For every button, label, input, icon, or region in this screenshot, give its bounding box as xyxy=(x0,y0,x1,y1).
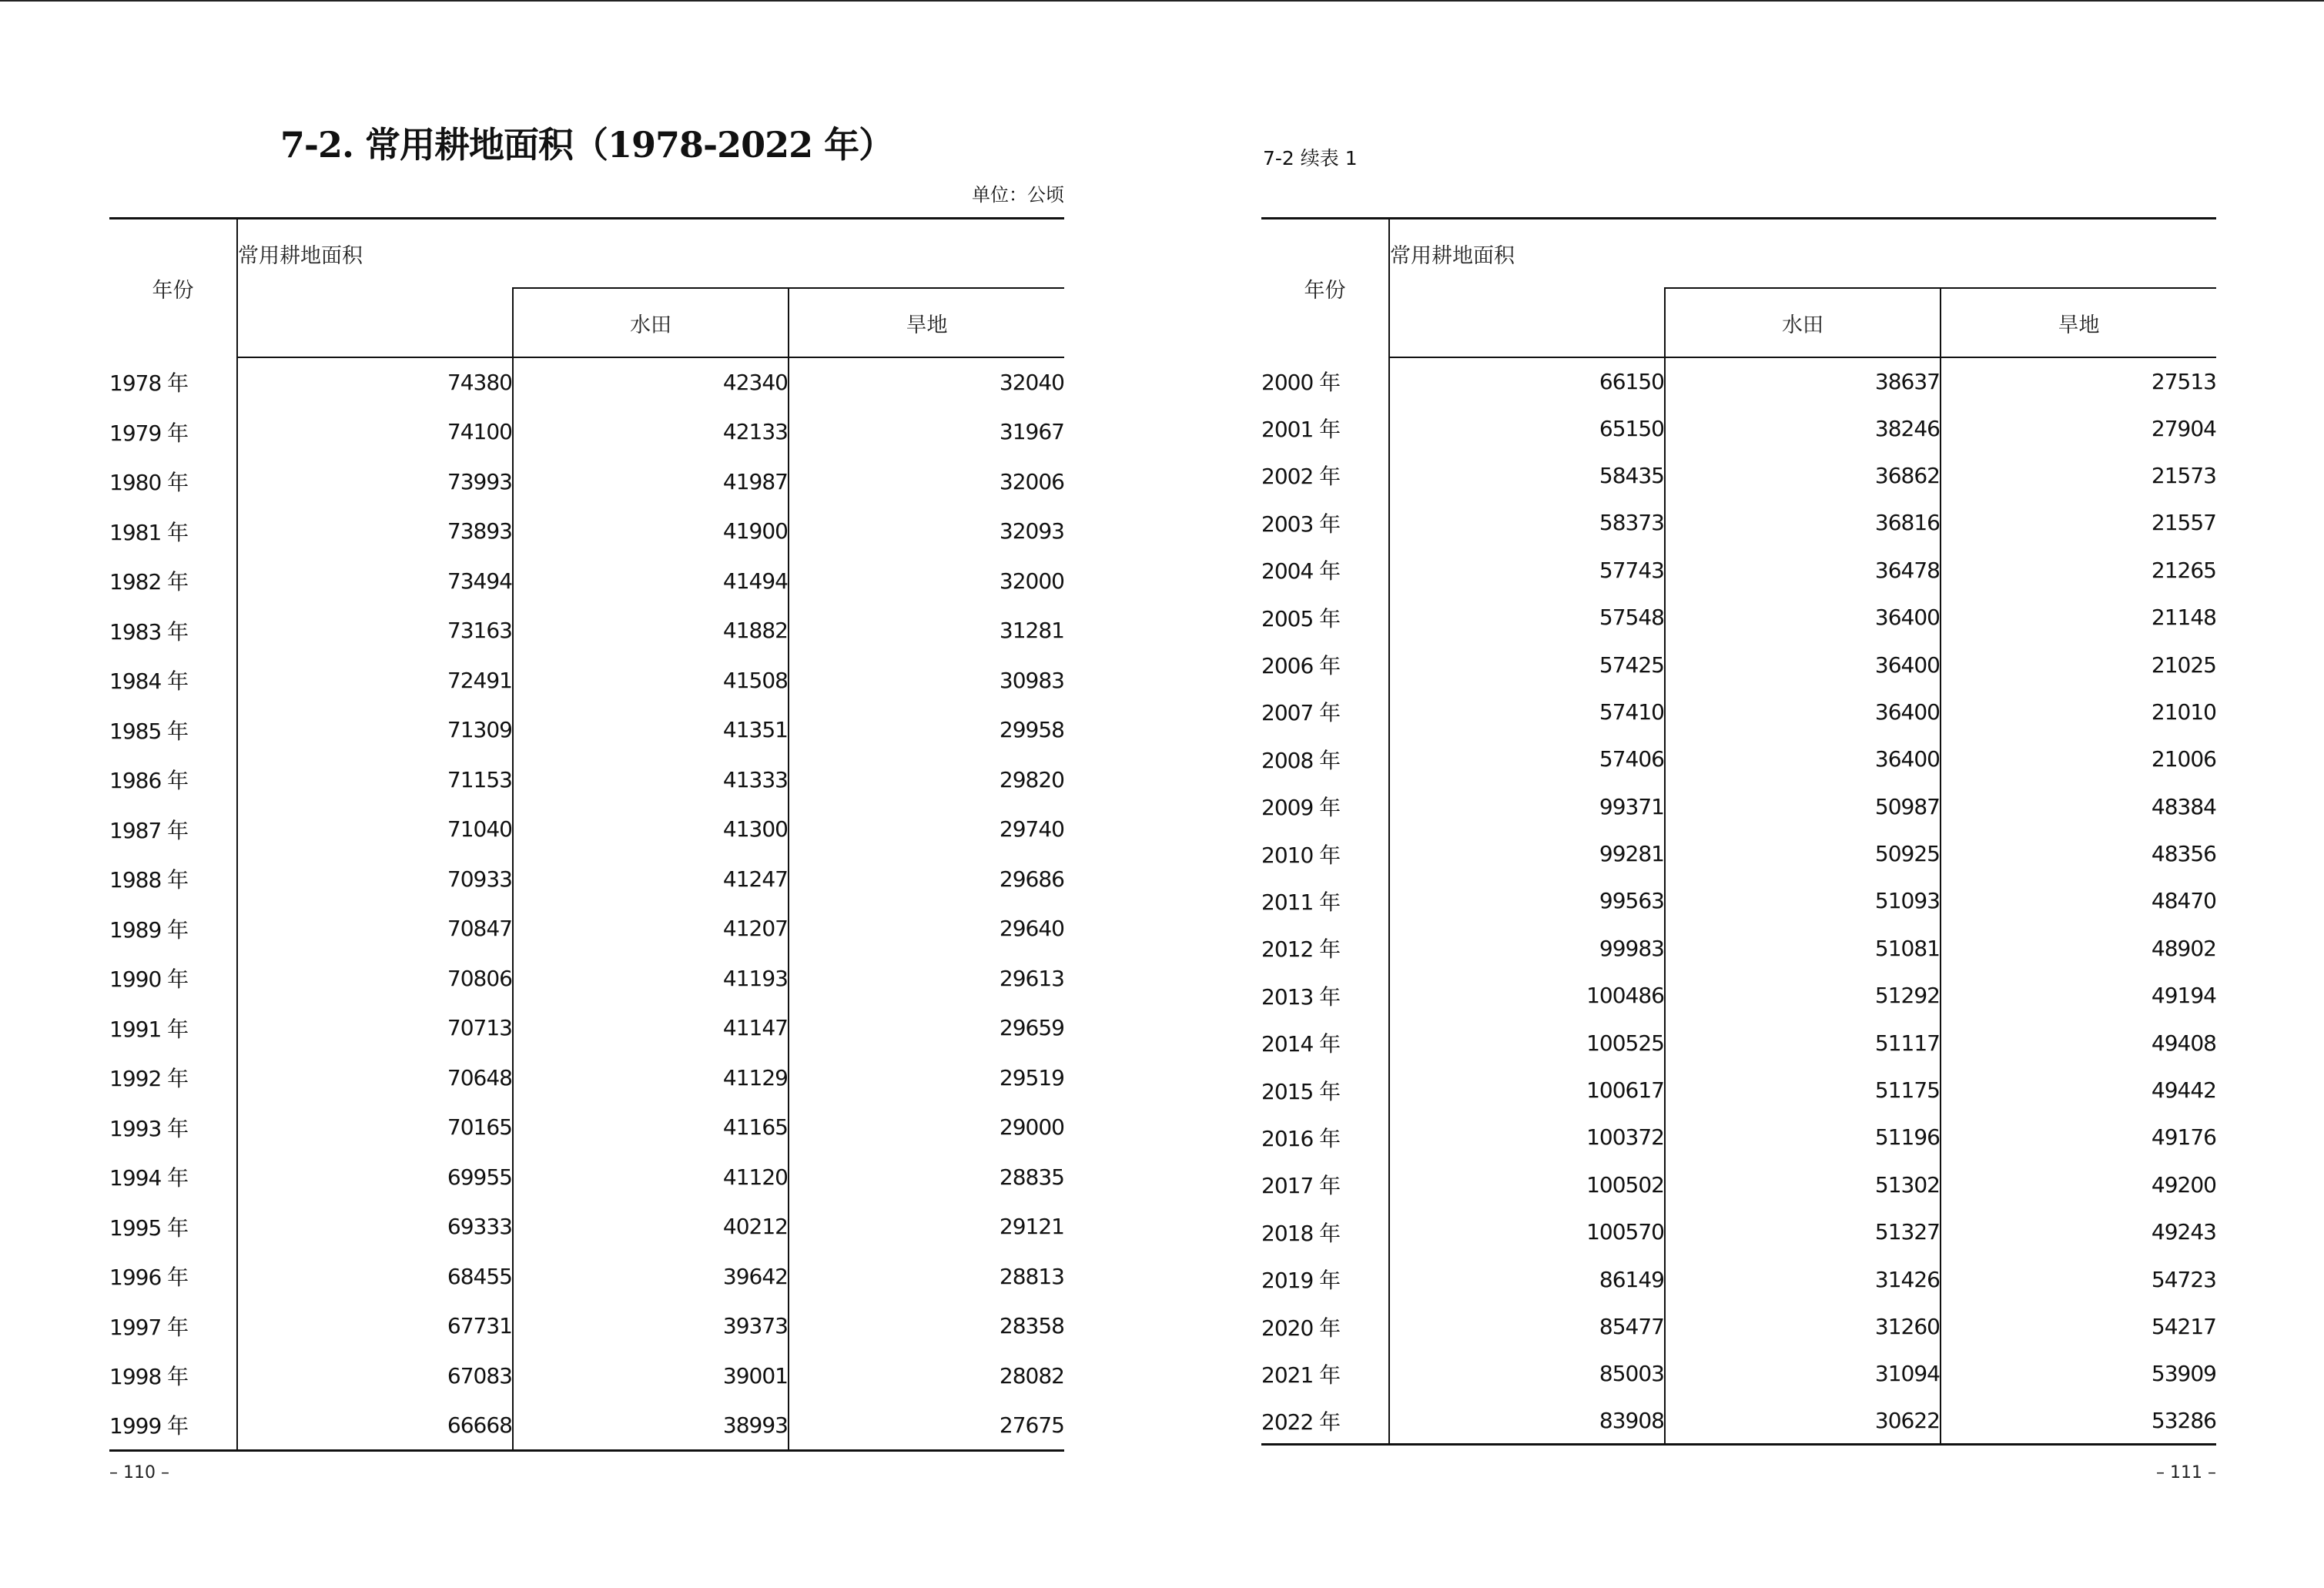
year-cell: 1997 年 xyxy=(109,1302,237,1352)
table-row xyxy=(1261,1019,2216,1066)
year-cell: 2006 年 xyxy=(1261,641,1389,688)
paddy-field-cell: 41147 xyxy=(513,1003,789,1054)
paddy-field-cell: 51081 xyxy=(1665,925,1941,972)
dry-land-cell: 49442 xyxy=(2151,1077,2216,1104)
header-year: 年份 xyxy=(1261,219,1389,358)
dry-land-cell: 21557 xyxy=(2151,510,2216,536)
dry-land-cell: 29000 xyxy=(999,1114,1064,1141)
paddy-field-cell: 51175 xyxy=(1665,1067,1941,1114)
header-subgroup-spacer xyxy=(1665,219,2216,289)
year-cell: 2016 年 xyxy=(1261,1114,1389,1161)
table-row xyxy=(1261,1161,2216,1208)
table-row xyxy=(1261,1398,2216,1445)
paddy-field-cell: 41882 xyxy=(513,606,789,656)
paddy-field-cell: 38637 xyxy=(1665,357,1941,404)
total-area-cell: 69955 xyxy=(237,1152,513,1202)
dry-land-cell: 21573 xyxy=(2151,462,2216,488)
total-area-cell: 67083 xyxy=(237,1351,513,1401)
dry-land-cell: 28082 xyxy=(999,1362,1064,1389)
year-cell: 2019 年 xyxy=(1261,1255,1389,1302)
paddy-field-cell: 36400 xyxy=(1665,641,1941,688)
total-area-cell: 58435 xyxy=(1389,452,1665,499)
year-cell: 1982 年 xyxy=(109,556,237,606)
table-row xyxy=(109,1351,1064,1401)
year-cell: 2013 年 xyxy=(1261,972,1389,1019)
dry-land-cell: 48902 xyxy=(2151,935,2216,961)
header-paddy-field: 水田 xyxy=(513,288,789,357)
total-area-cell: 73993 xyxy=(237,457,513,507)
dry-land-cell: 21010 xyxy=(2151,699,2216,725)
paddy-field-cell: 50987 xyxy=(1665,783,1941,830)
header-paddy-field: 水田 xyxy=(1665,288,1941,357)
paddy-field-cell: 42340 xyxy=(513,357,789,407)
year-cell: 1995 年 xyxy=(109,1202,237,1252)
total-area-cell: 100525 xyxy=(1389,1019,1665,1066)
total-area-cell: 70648 xyxy=(237,1053,513,1103)
year-cell: 1996 年 xyxy=(109,1251,237,1302)
table-row xyxy=(109,1103,1064,1153)
year-cell: 1989 年 xyxy=(109,904,237,954)
paddy-field-cell: 39001 xyxy=(513,1351,789,1401)
paddy-field-cell: 36478 xyxy=(1665,547,1941,594)
total-area-cell: 99563 xyxy=(1389,877,1665,924)
year-cell: 2012 年 xyxy=(1261,925,1389,972)
dry-land-cell: 29958 xyxy=(999,717,1064,743)
paddy-field-cell: 41300 xyxy=(513,805,789,855)
paddy-field-cell: 39373 xyxy=(513,1302,789,1352)
dry-land-cell: 49408 xyxy=(2151,1030,2216,1056)
paddy-field-cell: 50925 xyxy=(1665,830,1941,877)
year-cell: 2004 年 xyxy=(1261,547,1389,594)
paddy-field-cell: 51302 xyxy=(1665,1161,1941,1208)
table-row xyxy=(1261,1303,2216,1350)
continuation-label: 7-2 续表 1 xyxy=(1263,147,1358,169)
table-row xyxy=(109,655,1064,705)
dry-land-cell: 32006 xyxy=(999,468,1064,494)
year-cell: 2011 年 xyxy=(1261,877,1389,924)
total-area-cell: 70165 xyxy=(237,1103,513,1153)
year-cell: 2008 年 xyxy=(1261,735,1389,782)
dry-land-cell: 27675 xyxy=(999,1412,1064,1438)
table-row xyxy=(109,606,1064,656)
total-area-cell: 70713 xyxy=(237,1003,513,1054)
dry-land-cell: 53286 xyxy=(2151,1408,2216,1434)
year-cell: 1993 年 xyxy=(109,1103,237,1153)
total-area-cell: 69333 xyxy=(237,1202,513,1252)
table-row xyxy=(1261,547,2216,594)
year-cell: 1988 年 xyxy=(109,854,237,904)
header-total-spacer xyxy=(237,288,513,357)
total-area-cell: 71040 xyxy=(237,805,513,855)
paddy-field-cell: 30622 xyxy=(1665,1398,1941,1445)
paddy-field-cell: 51196 xyxy=(1665,1114,1941,1161)
dry-land-cell: 29121 xyxy=(999,1214,1064,1240)
year-cell: 2018 年 xyxy=(1261,1208,1389,1255)
paddy-field-cell: 41351 xyxy=(513,705,789,755)
paddy-field-cell: 39642 xyxy=(513,1251,789,1302)
paddy-field-cell: 51327 xyxy=(1665,1208,1941,1255)
table-body xyxy=(109,357,1064,1450)
year-cell: 1986 年 xyxy=(109,755,237,805)
dry-land-cell: 29686 xyxy=(999,866,1064,892)
paddy-field-cell: 41900 xyxy=(513,507,789,557)
dry-land-cell: 31967 xyxy=(999,419,1064,445)
table-row xyxy=(109,1302,1064,1352)
farmland-area-table-2000-2022 xyxy=(1261,217,2216,1446)
table-row xyxy=(1261,877,2216,924)
total-area-cell: 99281 xyxy=(1389,830,1665,877)
dry-land-cell: 28813 xyxy=(999,1263,1064,1289)
total-area-cell: 57743 xyxy=(1389,547,1665,594)
page-number: – 111 – xyxy=(2156,1463,2216,1482)
year-cell: 2021 年 xyxy=(1261,1350,1389,1397)
year-cell: 1985 年 xyxy=(109,705,237,755)
total-area-cell: 57425 xyxy=(1389,641,1665,688)
total-area-cell: 73494 xyxy=(237,556,513,606)
total-area-cell: 70806 xyxy=(237,953,513,1003)
dry-land-cell: 21025 xyxy=(2151,652,2216,678)
paddy-field-cell: 36400 xyxy=(1665,688,1941,735)
table-row xyxy=(1261,735,2216,782)
dry-land-cell: 29740 xyxy=(999,816,1064,843)
paddy-field-cell: 38246 xyxy=(1665,404,1941,451)
table-row xyxy=(109,407,1064,457)
table-row xyxy=(1261,641,2216,688)
year-cell: 1978 年 xyxy=(109,357,237,407)
table-row xyxy=(1261,1067,2216,1114)
table-row xyxy=(109,705,1064,755)
header-year: 年份 xyxy=(109,219,237,358)
table-row xyxy=(1261,688,2216,735)
year-cell: 1984 年 xyxy=(109,655,237,705)
total-area-cell: 57410 xyxy=(1389,688,1665,735)
year-cell: 1992 年 xyxy=(109,1053,237,1103)
paddy-field-cell: 41193 xyxy=(513,953,789,1003)
year-cell: 2007 年 xyxy=(1261,688,1389,735)
header-total-area: 常用耕地面积 xyxy=(238,244,363,268)
page-title: 7-2. 常用耕地面积（1978-2022 年） xyxy=(280,124,894,166)
table-row xyxy=(1261,1255,2216,1302)
total-area-cell: 99983 xyxy=(1389,925,1665,972)
total-area-cell: 70933 xyxy=(237,854,513,904)
dry-land-cell: 48384 xyxy=(2151,793,2216,819)
table-row xyxy=(109,805,1064,855)
year-cell: 2020 年 xyxy=(1261,1303,1389,1350)
dry-land-cell: 32093 xyxy=(999,518,1064,544)
total-area-cell: 58373 xyxy=(1389,499,1665,546)
total-area-cell: 66668 xyxy=(237,1401,513,1451)
year-cell: 2010 年 xyxy=(1261,830,1389,877)
year-cell: 1998 年 xyxy=(109,1351,237,1401)
dry-land-cell: 29519 xyxy=(999,1064,1064,1090)
dry-land-cell: 32000 xyxy=(999,568,1064,594)
right-page xyxy=(1261,0,2216,1588)
paddy-field-cell: 31094 xyxy=(1665,1350,1941,1397)
table-row xyxy=(1261,783,2216,830)
table-row xyxy=(1261,594,2216,641)
paddy-field-cell: 51093 xyxy=(1665,877,1941,924)
total-area-cell: 72491 xyxy=(237,655,513,705)
farmland-area-table-1978-1999 xyxy=(109,217,1064,1452)
year-cell: 1991 年 xyxy=(109,1003,237,1054)
page-number: – 110 – xyxy=(109,1463,169,1482)
year-cell: 2022 年 xyxy=(1261,1398,1389,1445)
dry-land-cell: 21006 xyxy=(2151,746,2216,772)
total-area-cell: 83908 xyxy=(1389,1398,1665,1445)
year-cell: 1980 年 xyxy=(109,457,237,507)
year-cell: 2014 年 xyxy=(1261,1019,1389,1066)
total-area-cell: 100617 xyxy=(1389,1067,1665,1114)
dry-land-cell: 49243 xyxy=(2151,1219,2216,1245)
year-cell: 1999 年 xyxy=(109,1401,237,1451)
header-dry-land: 旱地 xyxy=(789,288,1064,357)
year-cell: 1994 年 xyxy=(109,1152,237,1202)
paddy-field-cell: 41120 xyxy=(513,1152,789,1202)
dry-land-cell: 54723 xyxy=(2151,1266,2216,1292)
dry-land-cell: 49200 xyxy=(2151,1171,2216,1198)
year-cell: 2002 年 xyxy=(1261,452,1389,499)
header-total-spacer xyxy=(1389,288,1665,357)
dry-land-cell: 54217 xyxy=(2151,1314,2216,1339)
year-cell: 2000 年 xyxy=(1261,357,1389,404)
total-area-cell: 73163 xyxy=(237,606,513,656)
dry-land-cell: 27904 xyxy=(2151,415,2216,441)
total-area-cell: 65150 xyxy=(1389,404,1665,451)
total-area-cell: 100570 xyxy=(1389,1208,1665,1255)
paddy-field-cell: 31426 xyxy=(1665,1255,1941,1302)
paddy-field-cell: 36862 xyxy=(1665,452,1941,499)
year-cell: 2003 年 xyxy=(1261,499,1389,546)
total-area-cell: 100372 xyxy=(1389,1114,1665,1161)
paddy-field-cell: 51117 xyxy=(1665,1019,1941,1066)
table-body xyxy=(1261,357,2216,1445)
table-row xyxy=(1261,830,2216,877)
paddy-field-cell: 40212 xyxy=(513,1202,789,1252)
total-area-cell: 68455 xyxy=(237,1251,513,1302)
total-area-cell: 67731 xyxy=(237,1302,513,1352)
dry-land-cell: 53909 xyxy=(2151,1361,2216,1387)
dry-land-cell: 49176 xyxy=(2151,1124,2216,1151)
table-row xyxy=(109,904,1064,954)
total-area-cell: 70847 xyxy=(237,904,513,954)
dry-land-cell: 29613 xyxy=(999,965,1064,991)
table-row xyxy=(109,507,1064,557)
paddy-field-cell: 51292 xyxy=(1665,972,1941,1019)
table-row xyxy=(109,1152,1064,1202)
paddy-field-cell: 36816 xyxy=(1665,499,1941,546)
total-area-cell: 86149 xyxy=(1389,1255,1665,1302)
table-row xyxy=(1261,404,2216,451)
table-row xyxy=(109,755,1064,805)
year-cell: 2017 年 xyxy=(1261,1161,1389,1208)
year-cell: 2005 年 xyxy=(1261,594,1389,641)
year-cell: 2001 年 xyxy=(1261,404,1389,451)
total-area-cell: 85477 xyxy=(1389,1303,1665,1350)
total-area-cell: 57548 xyxy=(1389,594,1665,641)
paddy-field-cell: 42133 xyxy=(513,407,789,457)
year-cell: 1983 年 xyxy=(109,606,237,656)
table-row xyxy=(109,357,1064,407)
table-row xyxy=(109,1251,1064,1302)
table-row xyxy=(109,1401,1064,1451)
dry-land-cell: 29640 xyxy=(999,916,1064,942)
total-area-cell: 100502 xyxy=(1389,1161,1665,1208)
dry-land-cell: 29820 xyxy=(999,766,1064,792)
table-row xyxy=(1261,1208,2216,1255)
table-row xyxy=(109,953,1064,1003)
year-cell: 2015 年 xyxy=(1261,1067,1389,1114)
paddy-field-cell: 36400 xyxy=(1665,594,1941,641)
year-cell: 1987 年 xyxy=(109,805,237,855)
paddy-field-cell: 41129 xyxy=(513,1053,789,1103)
dry-land-cell: 48470 xyxy=(2151,888,2216,914)
total-area-cell: 99371 xyxy=(1389,783,1665,830)
paddy-field-cell: 41207 xyxy=(513,904,789,954)
paddy-field-cell: 41247 xyxy=(513,854,789,904)
year-cell: 1979 年 xyxy=(109,407,237,457)
dry-land-cell: 21265 xyxy=(2151,557,2216,583)
dry-land-cell: 31281 xyxy=(999,618,1064,644)
paddy-field-cell: 31260 xyxy=(1665,1303,1941,1350)
paddy-field-cell: 38993 xyxy=(513,1401,789,1451)
table-row xyxy=(109,1003,1064,1054)
table-row xyxy=(1261,1114,2216,1161)
table-row xyxy=(109,556,1064,606)
year-cell: 1990 年 xyxy=(109,953,237,1003)
total-area-cell: 57406 xyxy=(1389,735,1665,782)
paddy-field-cell: 41508 xyxy=(513,655,789,705)
dry-land-cell: 28358 xyxy=(999,1313,1064,1339)
table-row xyxy=(1261,357,2216,404)
total-area-cell: 100486 xyxy=(1389,972,1665,1019)
left-page xyxy=(109,0,1064,1588)
header-subgroup-spacer xyxy=(513,219,1064,289)
total-area-cell: 73893 xyxy=(237,507,513,557)
table-row xyxy=(1261,452,2216,499)
dry-land-cell: 27513 xyxy=(2151,368,2216,394)
table-row xyxy=(1261,1350,2216,1397)
dry-land-cell: 28835 xyxy=(999,1164,1064,1190)
table-row xyxy=(109,1202,1064,1252)
total-area-cell: 71309 xyxy=(237,705,513,755)
header-dry-land: 旱地 xyxy=(1941,288,2216,357)
total-area-cell: 74380 xyxy=(237,357,513,407)
total-area-cell: 71153 xyxy=(237,755,513,805)
unit-label: 单位：公顷 xyxy=(972,184,1064,206)
total-area-cell: 74100 xyxy=(237,407,513,457)
dry-land-cell: 21148 xyxy=(2151,605,2216,631)
paddy-field-cell: 36400 xyxy=(1665,735,1941,782)
dry-land-cell: 29659 xyxy=(999,1015,1064,1041)
table-row xyxy=(109,457,1064,507)
table-row xyxy=(109,854,1064,904)
table-row xyxy=(1261,925,2216,972)
dry-land-cell: 49194 xyxy=(2151,983,2216,1009)
table-row xyxy=(1261,972,2216,1019)
paddy-field-cell: 41494 xyxy=(513,556,789,606)
total-area-cell: 66150 xyxy=(1389,357,1665,404)
paddy-field-cell: 41987 xyxy=(513,457,789,507)
dry-land-cell: 48356 xyxy=(2151,841,2216,867)
dry-land-cell: 32040 xyxy=(999,370,1064,396)
dry-land-cell: 30983 xyxy=(999,667,1064,693)
year-cell: 2009 年 xyxy=(1261,783,1389,830)
paddy-field-cell: 41333 xyxy=(513,755,789,805)
paddy-field-cell: 41165 xyxy=(513,1103,789,1153)
year-cell: 1981 年 xyxy=(109,507,237,557)
table-row xyxy=(1261,499,2216,546)
table-row xyxy=(109,1053,1064,1103)
total-area-cell: 85003 xyxy=(1389,1350,1665,1397)
header-total-area: 常用耕地面积 xyxy=(1390,244,1515,268)
